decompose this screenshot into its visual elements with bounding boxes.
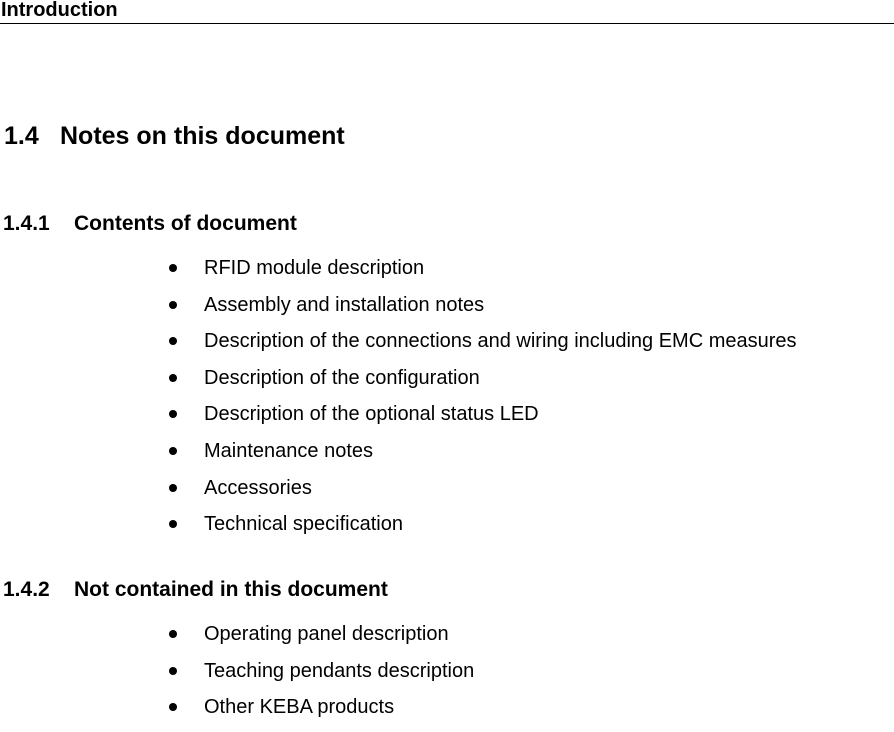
running-header — [0, 0, 894, 24]
bullet-icon — [169, 484, 177, 492]
section-number: 1.4 — [4, 122, 39, 150]
list-item-text: Description of the optional status LED — [204, 403, 539, 426]
list-item-text: Other KEBA products — [204, 696, 395, 719]
bullet-icon — [169, 703, 177, 711]
subsection-title: Contents of document — [74, 212, 297, 235]
subsection-title: Not contained in this document — [74, 578, 388, 601]
list-item-text: Operating panel description — [204, 623, 449, 645]
subsection-heading-contents — [3, 211, 603, 237]
list-item-text: Technical specification — [204, 513, 403, 536]
bullet-icon — [169, 301, 177, 309]
list-item-text: Description of the connections and wiring including EMC measures — [204, 330, 797, 353]
list-item-text: Description of the configuration — [204, 366, 480, 389]
list-item-text: RFID module description — [204, 257, 425, 279]
section-heading — [4, 121, 604, 151]
running-header-title: Introduction — [1, 0, 118, 21]
list-item-text: Accessories — [204, 476, 312, 499]
list-item-text: Assembly and installation notes — [204, 293, 485, 316]
list-item-text: Teaching pendants description — [204, 659, 475, 682]
bullet-icon — [169, 630, 177, 638]
bullet-icon — [169, 374, 177, 382]
bullet-icon — [169, 667, 177, 675]
list-item-text: Maintenance notes — [204, 439, 374, 462]
section-title: Notes on this document — [60, 122, 345, 150]
subsection-number: 1.4.2 — [3, 578, 50, 601]
bullet-icon — [169, 447, 177, 455]
bullet-icon — [169, 337, 177, 345]
subsection-number: 1.4.1 — [3, 212, 50, 235]
bullet-icon — [169, 410, 177, 418]
subsection-heading-not-contained — [3, 577, 603, 603]
bullet-icon — [169, 264, 177, 272]
bullet-icon — [169, 520, 177, 528]
